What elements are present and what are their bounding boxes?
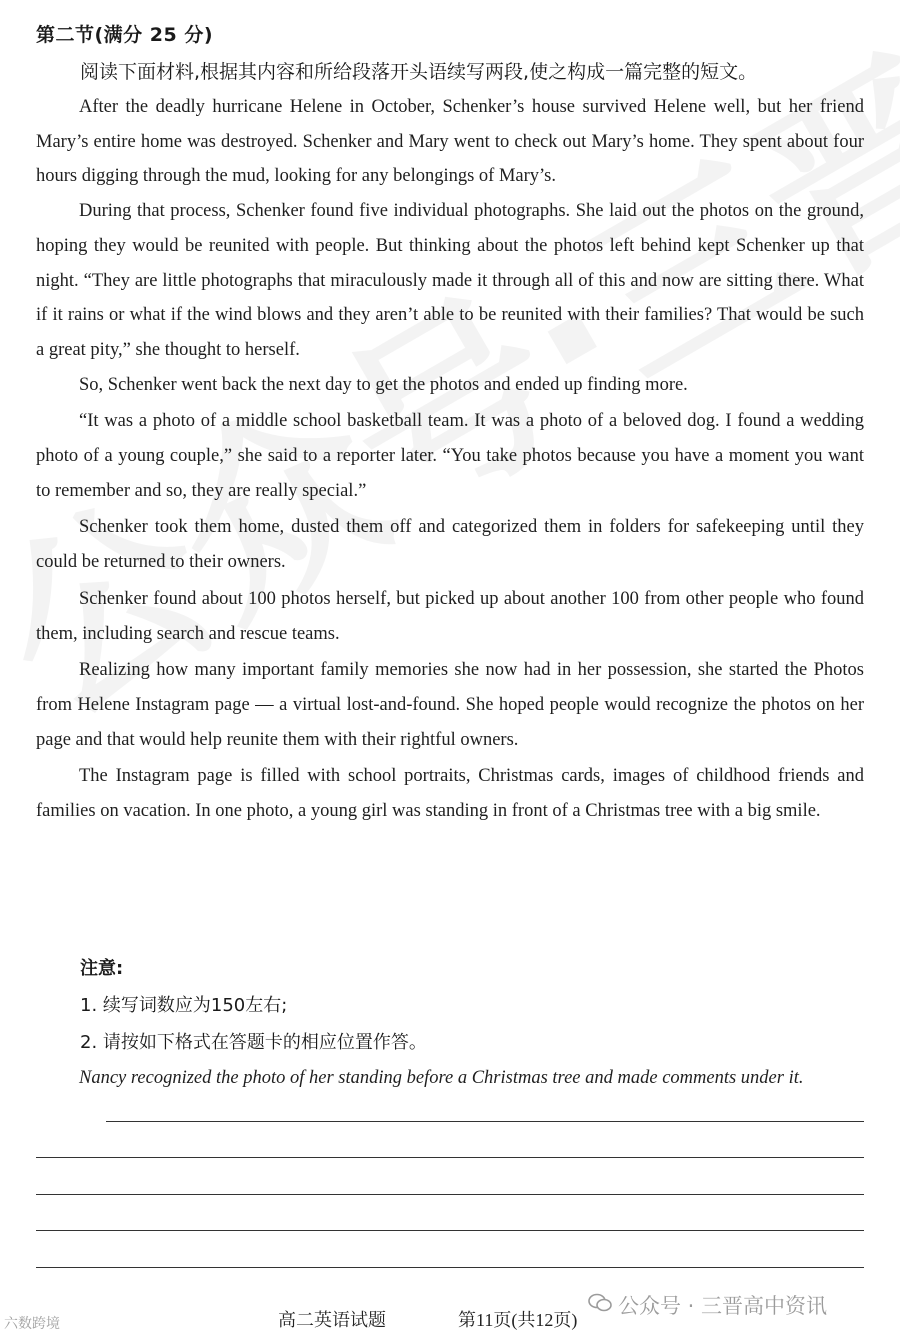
- account-watermark-text: 公众号 · 三晋高中资讯: [618, 1294, 828, 1318]
- note-item: 1. 续写词数应为150左右;: [80, 995, 288, 1016]
- answer-line[interactable]: [36, 1194, 864, 1195]
- prompt-text: Nancy recognized the photo of her standing before a Christmas tree and made comments under it.: [79, 1068, 804, 1088]
- answer-line[interactable]: [36, 1230, 864, 1231]
- passage-paragraph: Schenker took them home, dusted them off and categorized them in folders for safekeeping until they could be returned to their owners.: [36, 517, 864, 573]
- passage-paragraph: The Instagram page is filled with school portraits, Christmas cards, images of childhood friends and families on vacation. In one photo, a young girl was standing in front of a Christmas tree with a big smile.: [36, 766, 864, 822]
- passage-paragraph: Realizing how many important family memories she now had in her possession, she started the Photos from Helene Instagram page — a virtual lost-and-found. She hoped people would recognize the photos on her page and that would help reunite them with their rightful owners.: [36, 660, 864, 750]
- task-instruction: 阅读下面材料,根据其内容和所给段落开头语续写两段,使之构成一篇完整的短文。: [80, 61, 758, 83]
- passage-paragraph: During that process, Schenker found five individual photographs. She laid out the photos on the ground, hoping they would be reunited with people. But thinking about the photos left behind kept Schenker up that night. “They are little photographs that miraculously made it through all of this and now are sitting there. What if it rains or what if the wind blows and they aren’t able to be reunited with their families? That would be such a great pity,” she thought to herself.: [36, 201, 864, 360]
- wechat-icon: [588, 1293, 612, 1318]
- passage-paragraph: Schenker found about 100 photos herself, but picked up about another 100 from other people who found them, including search and rescue teams.: [36, 588, 864, 644]
- passage-paragraph: “It was a photo of a middle school basketball team. It was a photo of a beloved dog. I found a wedding photo of a young couple,” she said to a reporter later. “You take photos because you have a moment you want to remember and so, they are really special.”: [36, 411, 864, 501]
- corner-watermark: [4, 1313, 60, 1333]
- footer-subject: 高二英语试题: [278, 1310, 386, 1331]
- account-watermark: [588, 1290, 827, 1320]
- notes-block: [80, 950, 427, 1061]
- corner-watermark-text: 六数跨境: [4, 1316, 60, 1332]
- reading-passage: [36, 90, 864, 829]
- section-title: 第二节(满分 25 分): [36, 24, 214, 46]
- notes-heading: 注意:: [80, 958, 124, 979]
- footer-page-number: 第11页(共12页): [458, 1310, 578, 1330]
- continuation-prompt: [36, 1060, 864, 1096]
- passage-paragraph: After the deadly hurricane Helene in October, Schenker’s house survived Helene well, but her friend Mary’s entire home was destroyed. Schenker and Mary went to check out Mary’s home. They spent about four hours digging through the mud, looking for any belongings of Mary’s.: [36, 97, 864, 187]
- answer-line[interactable]: [36, 1157, 864, 1158]
- passage-paragraph: So, Schenker went back the next day to get the photos and ended up finding more.: [79, 374, 688, 395]
- note-item: 2. 请按如下格式在答题卡的相应位置作答。: [80, 1032, 427, 1053]
- answer-line[interactable]: [106, 1121, 864, 1122]
- answer-line[interactable]: [36, 1267, 864, 1268]
